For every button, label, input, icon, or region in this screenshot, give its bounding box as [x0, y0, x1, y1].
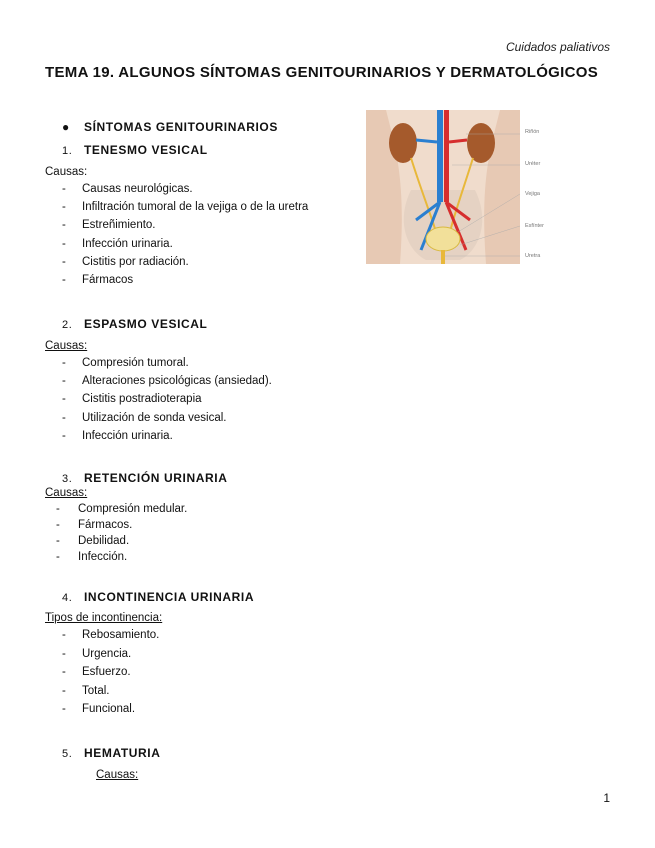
list-item-text: Infección urinaria. [82, 429, 173, 442]
list-item-text: Compresión tumoral. [82, 357, 189, 369]
dash: - [56, 535, 60, 547]
list-item-text: Infiltración tumoral de la vejiga o de la uretra [82, 201, 309, 214]
figure-label-esfinter: Esfínter [525, 223, 544, 229]
list-item-text: Funcional. [82, 703, 136, 715]
list-item-text: Compresión medular. [78, 503, 188, 515]
figure-label-uretra: Uretra [525, 253, 541, 259]
list-item [62, 238, 308, 256]
dash: - [62, 201, 66, 214]
list-item [62, 412, 272, 430]
list-item [62, 629, 159, 648]
heading-retencion [62, 471, 227, 485]
list-item-text: Cistitis por radiación. [82, 255, 189, 268]
dash: - [62, 647, 66, 660]
heading-text: INCONTINENCIA URINARIA [84, 590, 255, 604]
heading-text: TENESMO VESICAL [84, 143, 208, 157]
section-heading-text: SÍNTOMAS GENITOURINARIOS [84, 120, 278, 134]
label-tipos: Tipos de incontinencia: [45, 612, 163, 624]
dash: - [62, 183, 66, 195]
dash: - [62, 219, 66, 232]
dash: - [56, 519, 60, 531]
list-item-text: Urgencia. [82, 647, 132, 660]
bullet-icon: ● [62, 120, 70, 134]
heading-number: 2. [62, 319, 73, 331]
bladder [426, 227, 460, 251]
list-item [62, 219, 308, 237]
list-item-text: Fármacos [82, 273, 134, 286]
dash: - [56, 551, 60, 563]
kidney-left [389, 123, 417, 163]
list-item [56, 535, 187, 551]
figure-label-vejiga: Vejiga [525, 191, 540, 197]
list-item-text: Esfuerzo. [82, 666, 131, 678]
list-item [62, 430, 272, 448]
list-item-text: Total. [82, 684, 110, 697]
list-item [62, 685, 159, 704]
list-item [56, 551, 187, 567]
renal-vein-left [416, 140, 437, 142]
dash: - [62, 273, 66, 286]
list-item-text: Estreñimiento. [82, 219, 156, 232]
dash: - [62, 666, 66, 678]
list-item [56, 519, 187, 535]
dash: - [62, 684, 66, 697]
dash: - [62, 357, 66, 369]
list-item [62, 666, 159, 685]
label-causas-5: Causas: [96, 769, 139, 781]
list-item-text: Causas neurológicas. [82, 183, 193, 195]
label-causas-3: Causas: [45, 487, 88, 499]
list-item-text: Infección urinaria. [82, 237, 173, 250]
dash: - [62, 703, 66, 715]
list-item-text: Rebosamiento. [82, 629, 160, 641]
list-item-text: Cistitis postradioterapia [82, 393, 202, 406]
list-item [62, 183, 308, 201]
list-item-text: Alteraciones psicológicas (ansiedad). [82, 375, 272, 388]
list-item [62, 256, 308, 274]
list-incontinencia [62, 629, 159, 722]
dash: - [56, 503, 60, 515]
label-causas-1: Causas: [45, 166, 88, 178]
label-causas-2: Causas: [45, 340, 88, 352]
section-heading [62, 120, 278, 134]
renal-artery-right [449, 140, 467, 142]
heading-text: ESPASMO VESICAL [84, 317, 208, 331]
list-item [62, 648, 159, 667]
dash: - [62, 429, 66, 442]
page-number: 1 [603, 791, 610, 805]
heading-hematuria [62, 746, 161, 760]
list-item-text: Debilidad. [78, 535, 130, 547]
dash: - [62, 629, 66, 641]
list-item-text: Infección. [78, 551, 128, 563]
heading-number: 1. [62, 145, 73, 157]
list-item [56, 503, 187, 519]
list-item [62, 375, 272, 393]
list-item [62, 703, 159, 722]
heading-incontinencia [62, 590, 254, 604]
heading-espasmo [62, 317, 207, 331]
list-item [62, 357, 272, 375]
list-retencion [56, 503, 187, 567]
list-item-text: Fármacos. [78, 519, 133, 531]
figure-label-ureter: Uréter [525, 161, 541, 167]
dash: - [62, 375, 66, 388]
page-title: TEMA 19. ALGUNOS SÍNTOMAS GENITOURINARIOS Y DERMATOLÓGICOS [45, 64, 599, 81]
heading-text: RETENCIÓN URINARIA [84, 471, 228, 485]
heading-number: 4. [62, 592, 73, 604]
dash: - [62, 411, 66, 424]
list-item [62, 393, 272, 411]
list-item [62, 201, 308, 219]
dash: - [62, 255, 66, 268]
aorta [444, 110, 449, 202]
heading-number: 5. [62, 748, 73, 760]
urinary-system-figure [366, 110, 520, 264]
list-item [62, 274, 308, 292]
dash: - [62, 393, 66, 406]
urethra [441, 250, 445, 264]
figure-label-rinon: Riñón [525, 129, 540, 135]
heading-number: 3. [62, 473, 73, 485]
dash: - [62, 237, 66, 250]
list-tenesmo [62, 183, 308, 292]
vena-cava [437, 110, 443, 202]
list-item-text: Utilización de sonda vesical. [82, 411, 227, 424]
running-header: Cuidados paliativos [505, 40, 610, 54]
kidney-right [467, 123, 495, 163]
heading-text: HEMATURIA [84, 746, 161, 760]
heading-tenesmo [62, 143, 208, 157]
list-espasmo [62, 357, 272, 448]
